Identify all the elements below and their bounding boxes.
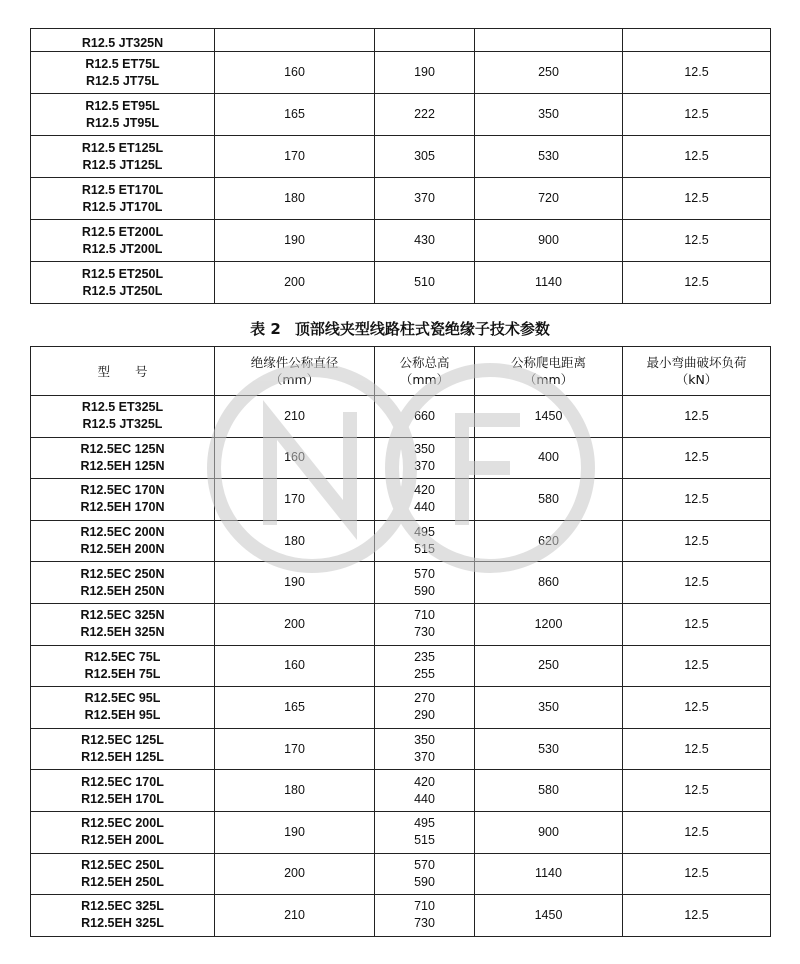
creepage-cell — [475, 645, 623, 687]
header-diameter-unit: （mm） — [269, 372, 320, 387]
load-cell-line: 12.5 — [684, 491, 709, 506]
load-cell — [623, 136, 771, 178]
table-row — [31, 895, 771, 937]
model-cell-line: R12.5EH 200N — [80, 542, 165, 557]
height-cell — [375, 770, 475, 812]
diameter-cell-line: 200 — [284, 275, 305, 289]
model-cell — [31, 437, 215, 479]
height-cell-line: 515 — [414, 833, 435, 848]
height-cell-line: 440 — [414, 791, 435, 806]
model-cell-line: R12.5EC 325N — [80, 608, 165, 623]
creepage-cell — [475, 895, 623, 937]
diameter-cell — [215, 262, 375, 304]
load-cell-line: 12.5 — [684, 65, 709, 79]
height-cell-line: 350 — [414, 441, 435, 456]
diameter-cell — [215, 220, 375, 262]
load-cell — [623, 262, 771, 304]
height-cell-line: 590 — [414, 583, 435, 598]
diameter-cell — [215, 136, 375, 178]
creepage-cell — [475, 728, 623, 770]
height-cell — [375, 520, 475, 562]
table-2-caption — [0, 318, 800, 339]
model-cell — [31, 52, 215, 94]
model-cell — [31, 687, 215, 729]
table-row — [31, 603, 771, 645]
height-cell — [375, 728, 475, 770]
model-cell-line: R12.5EH 200L — [81, 833, 164, 848]
model-cell — [31, 396, 215, 438]
model-cell — [31, 645, 215, 687]
diameter-cell — [215, 520, 375, 562]
model-cell-line: R12.5EC 170L — [81, 774, 164, 789]
model-cell-line: R12.5EC 125N — [80, 441, 165, 456]
creepage-cell — [475, 603, 623, 645]
table-1-body — [31, 29, 771, 304]
model-cell-line: R12.5EC 95L — [84, 691, 161, 706]
header-load-label: 最小弯曲破坏负荷 — [646, 355, 747, 370]
model-cell — [31, 562, 215, 604]
creepage-cell-line: 400 — [538, 450, 559, 465]
table-row — [31, 262, 771, 304]
height-cell — [375, 562, 475, 604]
height-cell-line: 222 — [414, 107, 435, 121]
load-cell-line: 12.5 — [684, 658, 709, 673]
header-height — [375, 347, 475, 396]
load-cell — [623, 687, 771, 729]
table-2 — [30, 346, 771, 937]
creepage-cell — [475, 520, 623, 562]
model-cell-line: R12.5 ET170L — [81, 182, 164, 197]
diameter-cell-line: 180 — [284, 533, 305, 548]
creepage-cell — [475, 770, 623, 812]
height-cell-line: 430 — [414, 233, 435, 247]
load-cell-line: 12.5 — [684, 907, 709, 922]
height-cell-line: 370 — [414, 458, 435, 473]
load-cell-line: 12.5 — [684, 824, 709, 839]
model-cell-line: R12.5 ET125L — [81, 140, 164, 155]
model-cell-line: R12.5 JT125L — [82, 157, 163, 172]
creepage-cell-line: 1450 — [534, 408, 563, 423]
height-cell-line: 420 — [414, 774, 435, 789]
height-cell — [375, 52, 475, 94]
height-cell-line: 370 — [414, 750, 435, 765]
creepage-cell-line: 250 — [538, 65, 559, 79]
model-cell-line: R12.5 JT325L — [82, 417, 163, 432]
diameter-cell-line: 200 — [284, 616, 305, 631]
creepage-cell-line: 1200 — [534, 616, 563, 631]
creepage-cell-line: 860 — [538, 575, 559, 590]
model-cell-line: R12.5EH 250L — [81, 874, 164, 889]
model-cell-line: R12.5EH 125L — [81, 750, 164, 765]
load-cell — [623, 603, 771, 645]
creepage-cell-line: 900 — [538, 824, 559, 839]
table-1 — [30, 28, 771, 304]
load-cell — [623, 94, 771, 136]
diameter-cell — [215, 728, 375, 770]
creepage-cell-line: 1140 — [535, 866, 562, 881]
diameter-cell-line: 190 — [284, 233, 305, 247]
header-creepage-unit: （mm） — [523, 372, 574, 387]
diameter-cell-line: 200 — [284, 866, 305, 881]
diameter-cell-line: 190 — [284, 824, 305, 839]
model-cell-line: R12.5EH 170N — [80, 500, 165, 515]
load-cell — [623, 562, 771, 604]
height-cell-line: 570 — [414, 566, 435, 581]
load-cell — [623, 29, 771, 52]
diameter-cell-line: 180 — [284, 783, 305, 798]
height-cell-line: 190 — [414, 65, 435, 79]
model-cell — [31, 895, 215, 937]
diameter-cell-line: 165 — [284, 107, 305, 121]
height-cell — [375, 811, 475, 853]
table-row — [31, 220, 771, 262]
creepage-cell — [475, 853, 623, 895]
model-cell-line: R12.5EH 250N — [80, 583, 165, 598]
table-row — [31, 645, 771, 687]
table-row — [31, 770, 771, 812]
table-row — [31, 687, 771, 729]
diameter-cell — [215, 479, 375, 521]
table-2-number: 表 2 — [250, 320, 281, 338]
height-cell — [375, 136, 475, 178]
height-cell — [375, 220, 475, 262]
table-row — [31, 811, 771, 853]
diameter-cell — [215, 811, 375, 853]
height-cell-line: 515 — [414, 542, 435, 557]
height-cell-line: 590 — [414, 874, 435, 889]
table-row — [31, 52, 771, 94]
header-height-label: 公称总高 — [399, 355, 450, 370]
header-diameter-label: 绝缘件公称直径 — [250, 355, 339, 370]
load-cell — [623, 811, 771, 853]
diameter-cell-line: 170 — [284, 149, 305, 163]
diameter-cell — [215, 603, 375, 645]
load-cell-line: 12.5 — [684, 741, 709, 756]
diameter-cell-line: 160 — [284, 450, 305, 465]
diameter-cell — [215, 562, 375, 604]
model-cell-line: R12.5EC 250L — [81, 857, 164, 872]
header-load — [623, 347, 771, 396]
height-cell-line: 495 — [414, 816, 435, 831]
model-cell-line: R12.5 ET200L — [81, 224, 164, 239]
height-cell-line: 270 — [414, 691, 435, 706]
diameter-cell-line: 210 — [284, 907, 305, 922]
diameter-cell — [215, 895, 375, 937]
load-cell-line: 12.5 — [684, 866, 709, 881]
height-cell-line: 710 — [414, 608, 435, 623]
load-cell-line: 12.5 — [684, 450, 709, 465]
diameter-cell — [215, 178, 375, 220]
height-cell — [375, 178, 475, 220]
creepage-cell-line: 900 — [538, 233, 559, 247]
height-cell-line: 370 — [414, 191, 435, 205]
model-cell-line: R12.5 ET75L — [85, 56, 160, 71]
creepage-cell — [475, 136, 623, 178]
height-cell — [375, 437, 475, 479]
table-row — [31, 479, 771, 521]
diameter-cell — [215, 52, 375, 94]
height-cell-line: 290 — [414, 708, 435, 723]
creepage-cell — [475, 479, 623, 521]
model-cell-line: R12.5 ET325L — [81, 400, 164, 415]
height-cell-line: 255 — [414, 666, 435, 681]
model-cell — [31, 94, 215, 136]
creepage-cell-line: 530 — [538, 149, 559, 163]
table-row — [31, 853, 771, 895]
height-cell-line: 440 — [414, 500, 435, 515]
diameter-cell — [215, 645, 375, 687]
diameter-cell — [215, 770, 375, 812]
creepage-cell — [475, 52, 623, 94]
creepage-cell-line: 530 — [538, 741, 559, 756]
model-cell — [31, 479, 215, 521]
height-cell — [375, 645, 475, 687]
model-cell — [31, 770, 215, 812]
creepage-cell-line: 580 — [538, 491, 559, 506]
diameter-cell-line: 160 — [284, 658, 305, 673]
model-cell-line: R12.5 JT75L — [86, 73, 159, 88]
height-cell — [375, 94, 475, 136]
load-cell — [623, 895, 771, 937]
load-cell — [623, 520, 771, 562]
load-cell — [623, 396, 771, 438]
height-cell — [375, 262, 475, 304]
height-cell-line: 730 — [414, 916, 435, 931]
model-cell-line: R12.5EH 170L — [81, 791, 164, 806]
creepage-cell-line: 620 — [538, 533, 559, 548]
load-cell — [623, 52, 771, 94]
height-cell — [375, 396, 475, 438]
height-cell — [375, 895, 475, 937]
table-row — [31, 136, 771, 178]
diameter-cell-line: 165 — [284, 699, 305, 714]
creepage-cell — [475, 220, 623, 262]
creepage-cell-line: 580 — [538, 783, 559, 798]
model-cell — [31, 603, 215, 645]
height-cell — [375, 687, 475, 729]
height-cell-line: 730 — [414, 625, 435, 640]
height-cell-line: 350 — [414, 733, 435, 748]
table-header-row — [31, 347, 771, 396]
table-2-body — [31, 396, 771, 937]
model-cell-line: R12.5 JT200L — [82, 241, 163, 256]
diameter-cell — [215, 437, 375, 479]
load-cell — [623, 728, 771, 770]
height-cell — [375, 853, 475, 895]
diameter-cell-line: 170 — [284, 741, 305, 756]
model-cell — [31, 220, 215, 262]
load-cell-line: 12.5 — [684, 533, 709, 548]
diameter-cell — [215, 94, 375, 136]
creepage-cell-line: 720 — [538, 191, 559, 205]
creepage-cell-line: 350 — [538, 107, 559, 121]
diameter-cell-line: 180 — [284, 191, 305, 205]
diameter-cell — [215, 853, 375, 895]
model-cell-line: R12.5 JT95L — [86, 115, 159, 130]
load-cell — [623, 770, 771, 812]
table-row — [31, 396, 771, 438]
height-cell — [375, 479, 475, 521]
height-cell-line: 235 — [414, 649, 435, 664]
model-cell-line: R12.5 ET250L — [81, 266, 164, 281]
table-row — [31, 178, 771, 220]
model-cell — [31, 520, 215, 562]
diameter-cell-line: 210 — [284, 408, 305, 423]
height-cell-line: 510 — [414, 275, 435, 289]
table-row — [31, 437, 771, 479]
model-cell-line: R12.5EC 250N — [80, 566, 165, 581]
load-cell — [623, 645, 771, 687]
creepage-cell — [475, 437, 623, 479]
height-cell — [375, 603, 475, 645]
load-cell-line: 12.5 — [684, 275, 709, 289]
diameter-cell — [215, 687, 375, 729]
header-model: 型 号 — [31, 347, 215, 396]
load-cell-line: 12.5 — [684, 699, 709, 714]
model-cell-line: R12.5 JT170L — [82, 199, 163, 214]
model-cell-line: R12.5EH 75L — [84, 666, 161, 681]
model-cell — [31, 178, 215, 220]
model-cell-line: R12.5EH 325L — [81, 916, 164, 931]
diameter-cell-line: 170 — [284, 491, 305, 506]
load-cell-line: 12.5 — [684, 107, 709, 121]
load-cell — [623, 220, 771, 262]
load-cell — [623, 479, 771, 521]
creepage-cell — [475, 811, 623, 853]
model-cell-line: R12.5EC 170N — [80, 483, 165, 498]
load-cell-line: 12.5 — [684, 233, 709, 247]
model-cell — [31, 262, 215, 304]
creepage-cell — [475, 29, 623, 52]
creepage-cell — [475, 562, 623, 604]
diameter-cell-line: 190 — [284, 575, 305, 590]
load-cell-line: 12.5 — [684, 575, 709, 590]
model-cell — [31, 136, 215, 178]
height-cell-line: 710 — [414, 899, 435, 914]
load-cell-line: 12.5 — [684, 149, 709, 163]
load-cell-line: 12.5 — [684, 191, 709, 205]
load-cell-line: 12.5 — [684, 408, 709, 423]
height-cell — [375, 29, 475, 52]
table-row — [31, 29, 771, 52]
diameter-cell-line: 160 — [284, 65, 305, 79]
model-cell — [31, 853, 215, 895]
header-creepage — [475, 347, 623, 396]
diameter-cell — [215, 396, 375, 438]
load-cell-line: 12.5 — [684, 616, 709, 631]
model-cell-line: R12.5EH 95L — [84, 708, 161, 723]
model-cell-line: R12.5EH 325N — [80, 625, 165, 640]
creepage-cell-line: 1140 — [535, 275, 562, 289]
creepage-cell — [475, 687, 623, 729]
height-cell-line: 305 — [414, 149, 435, 163]
diameter-cell — [215, 29, 375, 52]
header-load-unit: （kN） — [675, 372, 718, 387]
load-cell-line: 12.5 — [684, 783, 709, 798]
table-row — [31, 520, 771, 562]
table-2-title: 顶部线夹型线路柱式瓷绝缘子技术参数 — [294, 320, 550, 338]
model-cell-line: R12.5EC 325L — [81, 899, 164, 914]
height-cell-line: 660 — [414, 408, 435, 423]
height-cell-line: 420 — [414, 483, 435, 498]
creepage-cell — [475, 178, 623, 220]
creepage-cell-line: 1450 — [534, 907, 563, 922]
model-cell-line: R12.5EC 75L — [84, 649, 161, 664]
model-cell: R12.5 JT325N — [31, 29, 215, 52]
load-cell — [623, 853, 771, 895]
table-row — [31, 562, 771, 604]
model-cell — [31, 728, 215, 770]
model-cell-line: R12.5 JT250L — [82, 283, 163, 298]
creepage-cell — [475, 262, 623, 304]
header-creepage-label: 公称爬电距离 — [510, 355, 586, 370]
model-cell — [31, 811, 215, 853]
table-row — [31, 94, 771, 136]
model-cell-line: R12.5 ET95L — [85, 98, 160, 113]
height-cell-line: 495 — [414, 525, 435, 540]
model-cell-line: R12.5EC 125L — [81, 733, 164, 748]
header-height-unit: （mm） — [399, 372, 450, 387]
load-cell — [623, 437, 771, 479]
model-cell-line: R12.5EC 200N — [80, 525, 165, 540]
creepage-cell-line: 350 — [538, 699, 559, 714]
header-diameter — [215, 347, 375, 396]
height-cell-line: 570 — [414, 857, 435, 872]
model-cell-line: R12.5EH 125N — [80, 458, 165, 473]
creepage-cell — [475, 94, 623, 136]
creepage-cell-line: 250 — [538, 658, 559, 673]
creepage-cell — [475, 396, 623, 438]
load-cell — [623, 178, 771, 220]
model-cell-line: R12.5EC 200L — [81, 816, 164, 831]
table-row — [31, 728, 771, 770]
